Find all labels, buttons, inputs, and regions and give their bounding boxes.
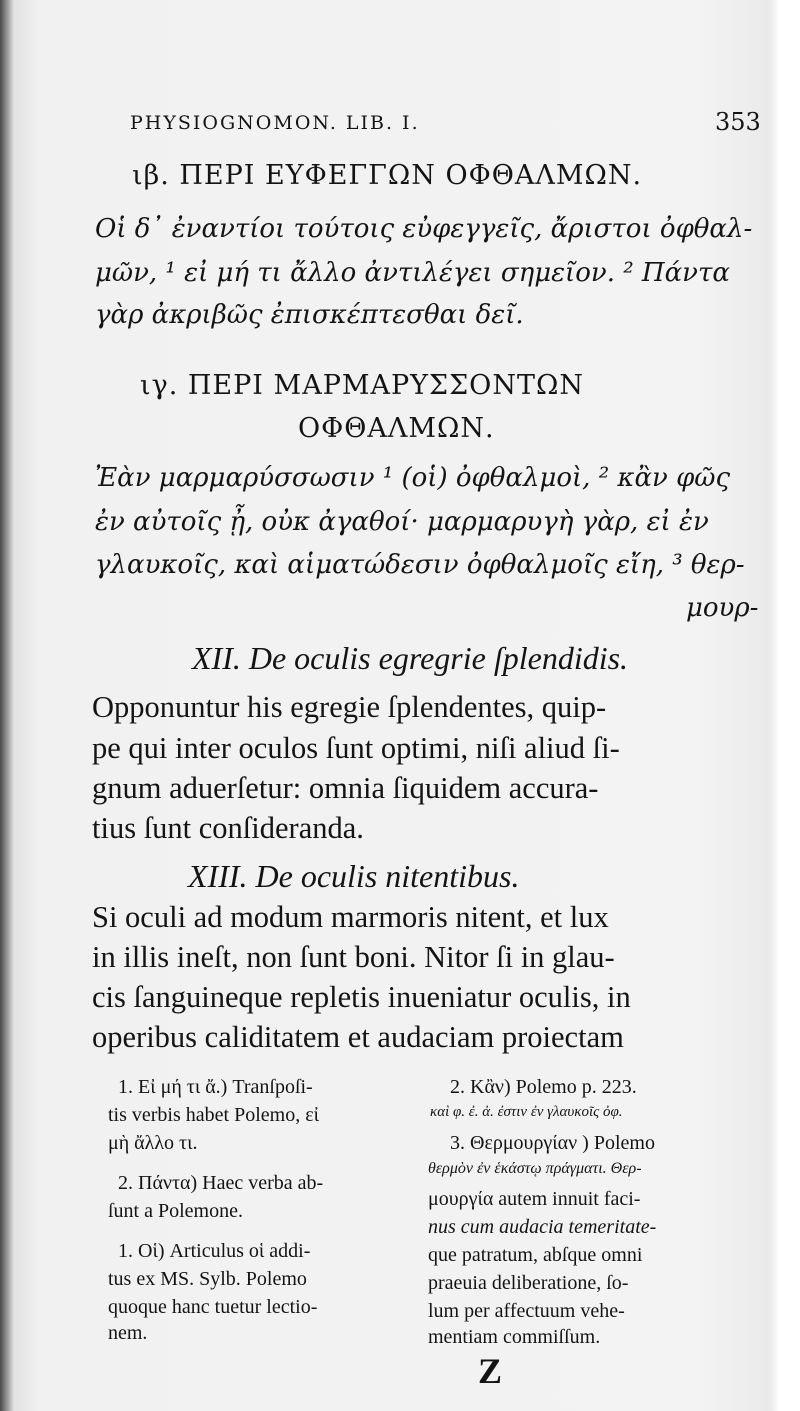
latin-text-line: gnum aduerſetur: omnia ſiquidem accura-: [92, 771, 599, 805]
footnote-line: 3. Θερμουργίαν ) Polemo: [450, 1132, 655, 1154]
latin-text-line: Opponuntur his egregie ſplendentes, quip-: [92, 690, 607, 724]
greek-heading-12: ιβ. ΠΕΡΙ ΕΥΦΕΓΓΩΝ ΟΦΘΑΛΜΩΝ.: [132, 160, 643, 191]
latin-text-line: tius ſunt conſideranda.: [92, 811, 364, 845]
footnote-divider: [95, 1062, 775, 1063]
footnote-line: tus ex MS. Sylb. Polemo: [108, 1268, 307, 1290]
greek-text-line: ἐν αὐτοῖς ᾖ, οὐκ ἀγαθοί· μαρμαρυγὴ γὰρ, εἰ ἐν: [95, 507, 709, 537]
page-number: 353: [715, 108, 761, 136]
footnote-line: 1. Οἱ) Articulus οἱ addi-: [118, 1240, 311, 1262]
footnote-line: 2. Πάντα) Haec verba ab-: [118, 1172, 324, 1194]
signature-mark: Z: [478, 1351, 503, 1391]
greek-heading-13-line2: ΟΦΘΑΛΜΩΝ.: [298, 413, 495, 444]
latin-text-line: operibus caliditatem et audaciam proiectam: [92, 1020, 624, 1054]
footnote-line: nus cum audacia temeritate-: [428, 1216, 657, 1238]
latin-text-line: Si oculi ad modum marmoris nitent, et lux: [92, 900, 609, 934]
footnote-line: θερμὸν ἐν ἑκάστῳ πράγματι. Θερ-: [428, 1160, 642, 1177]
footnote-line: que patratum, abſque omni: [428, 1244, 643, 1266]
latin-heading-13: XIII. De oculis nitentibus.: [188, 858, 520, 894]
greek-text-line: Ἐὰν μαρμαρύσσωσιν ¹ (οἱ) ὀφθαλμοὶ, ² κἂν φῶς: [95, 463, 731, 493]
footnote-line: ſunt a Polemone.: [108, 1200, 243, 1222]
latin-heading-12: XII. De oculis egregrie ſplendidis.: [192, 640, 629, 676]
greek-text-line: γὰρ ἀκριβῶς ἐπισκέπτεσθαι δεῖ.: [95, 300, 524, 330]
footnote-line: 1. Εἰ μή τι ἄ.) Tranſpoſi-: [118, 1076, 313, 1098]
footnote-line: nem.: [108, 1322, 148, 1344]
footnote-line: lum per affectuum vehe-: [428, 1300, 625, 1322]
footnote-line: καὶ φ. ἐ. ἀ. ἐστιν ἐν γλαυκοῖς ὀφ.: [430, 1104, 623, 1120]
latin-text-line: cis ſanguineque repletis inueniatur oculis, in: [92, 980, 631, 1014]
greek-text-line: Οἱ δ᾽ ἐναντίοι τούτοις εὐφεγγεῖς, ἄριστοι ὀφθαλ-: [95, 214, 753, 244]
latin-text-line: in illis ineſt, non ſunt boni. Nitor ſi in glau-: [92, 940, 615, 974]
greek-text-line: γλαυκοῖς, καὶ αἱματώδεσιν ὀφθαλμοῖς εἴη, ³ θερ-: [95, 550, 745, 580]
page-margin: [778, 0, 800, 1411]
greek-text-line: μουρ-: [686, 593, 759, 623]
running-head: [130, 108, 770, 136]
footnote-line: μὴ ἄλλο τι.: [108, 1132, 198, 1154]
footnote-line: mentiam commiſſum.: [428, 1326, 601, 1348]
greek-text-line: μῶν, ¹ εἰ μή τι ἄλλο ἀντιλέγει σημεῖον. ² Πάντα: [95, 258, 730, 288]
footnote-line: 2. Κἂν) Polemo p. 223.: [450, 1076, 637, 1098]
footnote-line: quoque hanc tuetur lectio-: [108, 1296, 318, 1318]
footnote-line: tis verbis habet Polemo, εἰ: [108, 1104, 319, 1126]
greek-heading-13-line1: ιγ. ΠΕΡΙ ΜΑΡΜΑΡΥΣΣΟΝΤΩΝ: [140, 370, 584, 401]
running-head-title: PHYSIOGNOMON. LIB. I.: [130, 112, 420, 134]
latin-text-line: pe qui inter oculos ſunt optimi, niſi aliud ſi-: [92, 731, 620, 765]
footnote-line: μουργία autem innuit faci-: [428, 1188, 641, 1210]
footnote-line: praeuia deliberatione, ſo-: [428, 1272, 629, 1294]
